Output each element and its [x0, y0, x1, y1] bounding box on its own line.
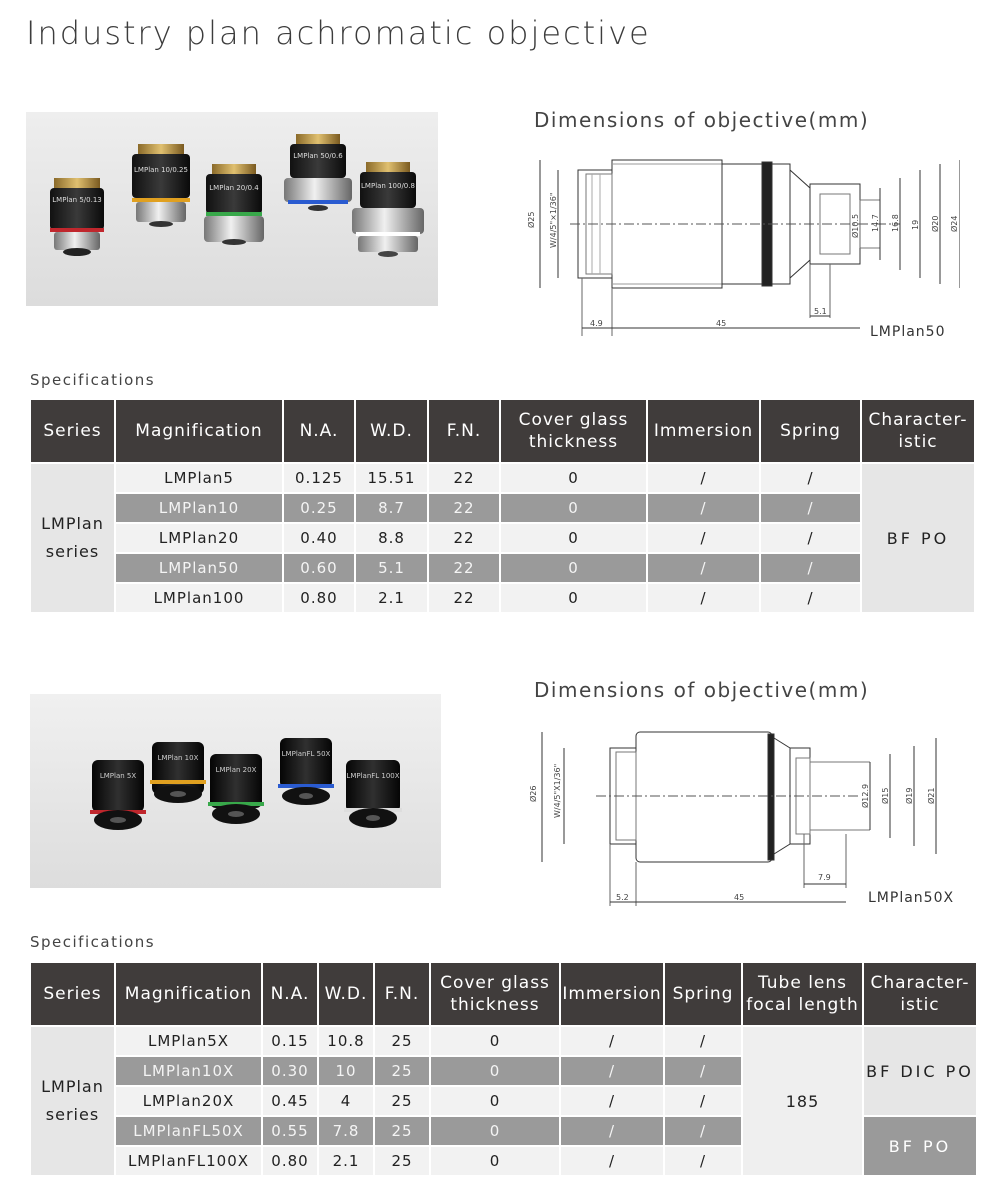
svg-text:LMPlan 50/0.6: LMPlan 50/0.6 — [293, 152, 343, 160]
cell-cover-glass: 0 — [501, 494, 646, 524]
svg-text:45: 45 — [734, 893, 745, 902]
cell-fn: 22 — [429, 584, 499, 614]
cell-immersion: / — [561, 1057, 663, 1087]
cell-immersion: / — [561, 1027, 663, 1057]
svg-text:Ø15: Ø15 — [881, 787, 890, 804]
objective-10x-black — [150, 742, 206, 803]
header-na: N.A. — [284, 400, 354, 464]
svg-text:LMPlan 5X: LMPlan 5X — [99, 772, 137, 780]
dimensions-title-2: Dimensions of objective(mm) — [534, 678, 870, 702]
cell-cover-glass: 0 — [431, 1057, 559, 1087]
header-magnification: Magnification — [116, 963, 261, 1027]
cell-wd: 4 — [319, 1087, 373, 1117]
svg-text:5.1: 5.1 — [814, 307, 827, 316]
cell-cover-glass: 0 — [431, 1147, 559, 1177]
svg-text:16.8: 16.8 — [891, 214, 900, 232]
specifications-label-1: Specifications — [30, 371, 156, 389]
objective-50x-black — [278, 738, 334, 805]
cell-na: 0.125 — [284, 464, 354, 494]
cell-immersion: / — [648, 554, 759, 584]
header-wd: W.D. — [319, 963, 373, 1027]
header-fn: F.N. — [429, 400, 499, 464]
header-characteristic: Character-istic — [862, 400, 974, 464]
cell-cover-glass: 0 — [501, 464, 646, 494]
cell-magnification: LMPlan5 — [116, 464, 282, 494]
objective-100x-black — [344, 760, 402, 828]
cell-fn: 25 — [375, 1027, 429, 1057]
cell-spring: / — [761, 524, 860, 554]
page-title: Industry plan achromatic objective — [26, 14, 651, 52]
cell-magnification: LMPlan10X — [116, 1057, 261, 1087]
svg-text:4.9: 4.9 — [590, 319, 603, 328]
cell-spring: / — [761, 554, 860, 584]
cell-wd: 2.1 — [356, 584, 427, 614]
specifications-label-2: Specifications — [30, 933, 156, 951]
cell-spring: / — [761, 464, 860, 494]
svg-text:LMPlan 20X: LMPlan 20X — [215, 766, 257, 774]
svg-text:7.9: 7.9 — [818, 873, 831, 882]
header-spring: Spring — [665, 963, 741, 1027]
svg-text:Ø26: Ø26 — [529, 785, 538, 802]
table-row — [31, 554, 974, 584]
characteristic-cell: BF PO — [862, 464, 974, 614]
table-row — [31, 464, 974, 494]
cell-fn: 25 — [375, 1117, 429, 1147]
header-tube-lens: Tube lens focal length — [743, 963, 862, 1027]
svg-text:Ø21: Ø21 — [927, 787, 936, 804]
cell-cover-glass: 0 — [431, 1027, 559, 1057]
characteristic-cell-a: BF DIC PO — [864, 1027, 976, 1117]
svg-text:LMPlan 5/0.13: LMPlan 5/0.13 — [52, 196, 102, 204]
svg-text:Ø19: Ø19 — [905, 787, 914, 804]
svg-text:W/4/5"×1/36": W/4/5"×1/36" — [549, 192, 558, 248]
cell-magnification: LMPlan10 — [116, 494, 282, 524]
svg-text:19: 19 — [911, 219, 920, 230]
cell-wd: 7.8 — [319, 1117, 373, 1147]
cell-magnification: LMPlan100 — [116, 584, 282, 614]
cell-fn: 25 — [375, 1087, 429, 1117]
header-series: Series — [31, 963, 114, 1027]
cell-na: 0.25 — [284, 494, 354, 524]
cell-wd: 5.1 — [356, 554, 427, 584]
model-label-2: LMPlan50X — [868, 890, 955, 906]
svg-text:Ø20: Ø20 — [931, 215, 940, 232]
cell-wd: 15.51 — [356, 464, 427, 494]
cell-immersion: / — [648, 524, 759, 554]
cell-spring: / — [665, 1087, 741, 1117]
table-row — [31, 494, 974, 524]
header-immersion: Immersion — [561, 963, 663, 1027]
cell-spring: / — [665, 1057, 741, 1087]
svg-text:Ø24: Ø24 — [950, 215, 959, 232]
objective-5x — [50, 178, 104, 256]
cell-na: 0.30 — [263, 1057, 317, 1087]
cell-fn: 25 — [375, 1057, 429, 1087]
cell-immersion: / — [561, 1087, 663, 1117]
cell-fn: 22 — [429, 494, 499, 524]
objective-photo-set-1 — [26, 112, 438, 306]
cell-cover-glass: 0 — [431, 1117, 559, 1147]
table-row — [31, 1027, 976, 1057]
cell-na: 0.80 — [284, 584, 354, 614]
objective-50x — [284, 134, 352, 211]
series-cell: LMPlan series — [31, 1027, 114, 1177]
cell-magnification: LMPlan50 — [116, 554, 282, 584]
cell-wd: 8.8 — [356, 524, 427, 554]
cell-wd: 8.7 — [356, 494, 427, 524]
cell-fn: 22 — [429, 464, 499, 494]
dimension-drawing-1 — [520, 148, 960, 338]
cell-na: 0.45 — [263, 1087, 317, 1117]
svg-text:Ø25: Ø25 — [527, 211, 536, 228]
series-cell: LMPlan series — [31, 464, 114, 614]
header-series: Series — [31, 400, 114, 464]
header-fn: F.N. — [375, 963, 429, 1027]
objective-5x-black — [90, 760, 146, 830]
objective-10x — [132, 144, 190, 227]
table-header-row — [31, 963, 976, 1027]
cell-cover-glass: 0 — [501, 554, 646, 584]
cell-wd: 2.1 — [319, 1147, 373, 1177]
header-cover-glass: Cover glass thickness — [501, 400, 646, 464]
cell-na: 0.80 — [263, 1147, 317, 1177]
model-label-1: LMPlan50 — [870, 324, 946, 340]
cell-wd: 10 — [319, 1057, 373, 1087]
cell-immersion: / — [648, 494, 759, 524]
header-spring: Spring — [761, 400, 860, 464]
spec-table-1 — [29, 400, 976, 614]
cell-fn: 22 — [429, 554, 499, 584]
cell-na: 0.40 — [284, 524, 354, 554]
cell-cover-glass: 0 — [501, 584, 646, 614]
cell-magnification: LMPlan5X — [116, 1027, 261, 1057]
cell-magnification: LMPlan20 — [116, 524, 282, 554]
header-characteristic: Character-istic — [864, 963, 976, 1027]
svg-text:LMPlan 20/0.4: LMPlan 20/0.4 — [209, 184, 259, 192]
svg-text:5.2: 5.2 — [616, 893, 629, 902]
cell-wd: 10.8 — [319, 1027, 373, 1057]
cell-immersion: / — [648, 464, 759, 494]
table-row — [31, 584, 974, 614]
cell-immersion: / — [561, 1147, 663, 1177]
svg-text:Ø10.5: Ø10.5 — [851, 213, 860, 238]
cell-magnification: LMPlan20X — [116, 1087, 261, 1117]
cell-magnification: LMPlanFL100X — [116, 1147, 261, 1177]
header-wd: W.D. — [356, 400, 427, 464]
cell-na: 0.60 — [284, 554, 354, 584]
header-na: N.A. — [263, 963, 317, 1027]
svg-text:45: 45 — [716, 319, 727, 328]
cell-na: 0.15 — [263, 1027, 317, 1057]
objective-100x — [352, 162, 424, 257]
cell-spring: / — [665, 1147, 741, 1177]
cell-cover-glass: 0 — [501, 524, 646, 554]
header-immersion: Immersion — [648, 400, 759, 464]
table-row — [31, 524, 974, 554]
spec-table-2 — [29, 963, 978, 1177]
cell-na: 0.55 — [263, 1117, 317, 1147]
svg-text:LMPlan 10X: LMPlan 10X — [157, 754, 199, 762]
table-header-row — [31, 400, 974, 464]
cell-spring: / — [665, 1117, 741, 1147]
cell-cover-glass: 0 — [431, 1087, 559, 1117]
svg-text:14.7: 14.7 — [871, 214, 880, 232]
cell-immersion: / — [561, 1117, 663, 1147]
cell-spring: / — [761, 494, 860, 524]
objective-20x-black — [208, 754, 264, 824]
svg-text:LMPlan 100/0.8: LMPlan 100/0.8 — [361, 182, 415, 190]
cell-spring: / — [761, 584, 860, 614]
cell-fn: 25 — [375, 1147, 429, 1177]
tube-lens-cell: 185 — [743, 1027, 862, 1177]
objective-20x — [204, 164, 264, 245]
characteristic-cell-b: BF PO — [864, 1117, 976, 1177]
cell-fn: 22 — [429, 524, 499, 554]
cell-magnification: LMPlanFL50X — [116, 1117, 261, 1147]
svg-text:LMPlan 10/0.25: LMPlan 10/0.25 — [134, 166, 188, 174]
svg-text:W/4/5"X1/36": W/4/5"X1/36" — [553, 763, 562, 818]
objective-photo-set-2 — [30, 694, 441, 888]
svg-text:Ø12.9: Ø12.9 — [861, 783, 870, 808]
svg-text:LMPlanFL 100X: LMPlanFL 100X — [346, 772, 400, 780]
header-cover-glass: Cover glass thickness — [431, 963, 559, 1027]
dimensions-title-1: Dimensions of objective(mm) — [534, 108, 870, 132]
cell-spring: / — [665, 1027, 741, 1057]
cell-immersion: / — [648, 584, 759, 614]
dimension-drawing-2 — [520, 718, 960, 910]
header-magnification: Magnification — [116, 400, 282, 464]
svg-text:LMPlanFL 50X: LMPlanFL 50X — [281, 750, 331, 758]
